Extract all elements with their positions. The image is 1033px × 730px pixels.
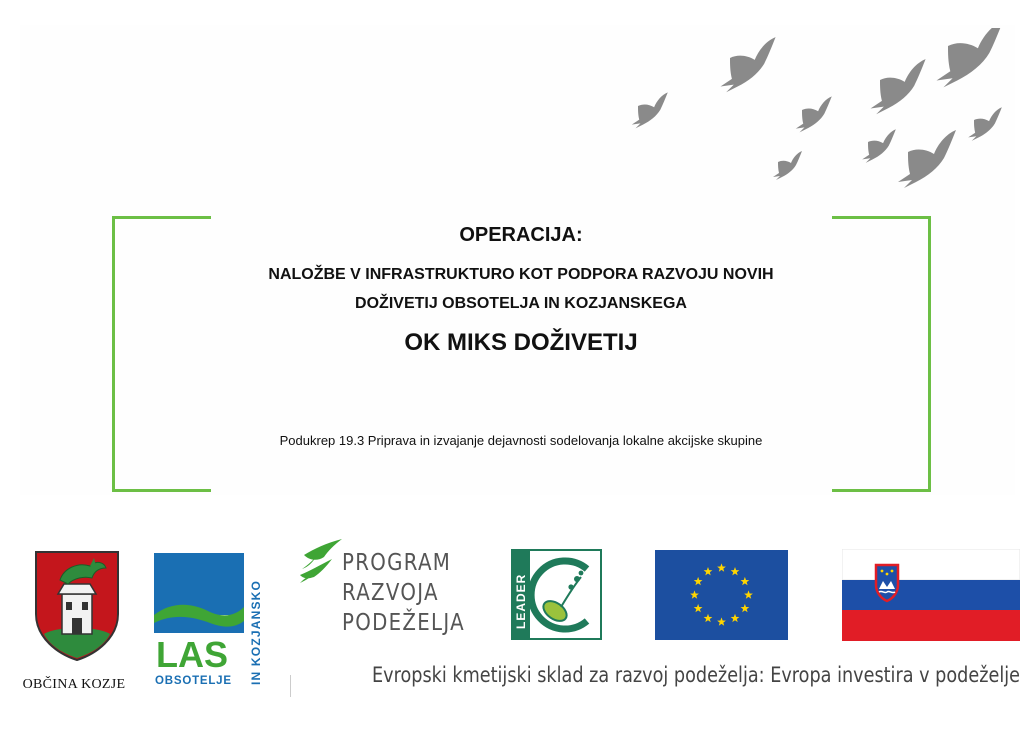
leader-text: LEADER xyxy=(514,573,528,629)
leader-logo xyxy=(511,549,602,640)
las-small-text: OBSOTELJE xyxy=(155,675,232,687)
prp-line-2: RAZVOJA xyxy=(342,580,439,606)
submeasure-text: Podukrep 19.3 Priprava in izvajanje dejavnosti sodelovanja lokalne akcijske skupine xyxy=(279,433,763,448)
las-logo xyxy=(152,553,264,689)
swallow-icon xyxy=(632,92,668,128)
prp-line-1: PROGRAM xyxy=(342,550,452,576)
swallow-icon xyxy=(937,28,1004,87)
fund-statement: Evropski kmetijski sklad za razvoj podeželja: Evropa investira v podeželje xyxy=(372,663,1020,687)
prp-swallows-icon xyxy=(298,535,344,583)
operation-label: OPERACIJA: xyxy=(459,224,583,246)
eu-flag-icon xyxy=(655,550,788,640)
swallow-icon xyxy=(898,130,956,188)
swallows-decoration xyxy=(630,28,1020,198)
las-big-text: LAS xyxy=(156,634,228,675)
swallow-icon xyxy=(721,37,776,92)
swallow-icon xyxy=(862,129,896,163)
prp-wordmark xyxy=(342,548,492,638)
operation-description-line-2: DOŽIVETIJ OBSOTELJA IN KOZJANSKEGA xyxy=(355,295,687,312)
operation-title-block xyxy=(210,222,832,358)
divider-line xyxy=(290,675,291,697)
operation-name: OK MIKS DOŽIVETIJ xyxy=(404,329,638,356)
swallow-icon xyxy=(871,59,926,114)
swallow-icon xyxy=(796,96,832,132)
kozje-caption: OBČINA KOZJE xyxy=(22,677,126,692)
slovenia-flag-icon xyxy=(842,549,1020,641)
swallow-icon xyxy=(773,151,802,180)
swallow-icon xyxy=(968,107,1002,141)
kozje-coat-of-arms-icon xyxy=(34,550,120,662)
frame-right-bracket xyxy=(832,216,931,492)
las-vertical-text: IN KOZJANSKO xyxy=(249,579,263,685)
frame-left-bracket xyxy=(112,216,211,492)
operation-description-line-1: NALOŽBE V INFRASTRUKTURO KOT PODPORA RAZVOJU NOVIH xyxy=(268,266,774,283)
prp-line-3: PODEŽELJA xyxy=(342,610,465,636)
